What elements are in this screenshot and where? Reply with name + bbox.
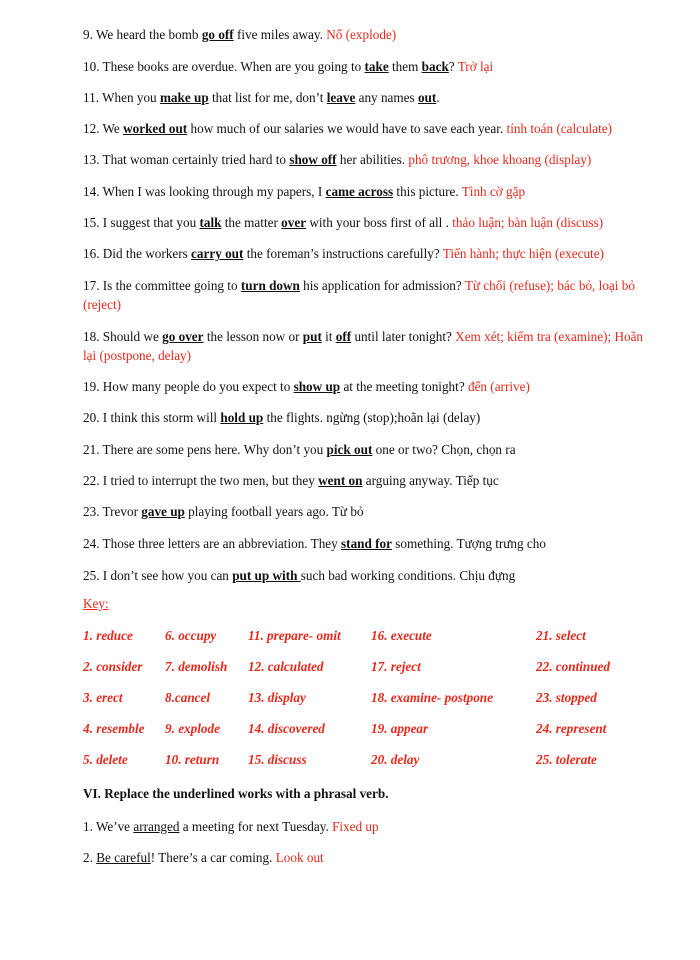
exercise-item: [83, 119, 663, 138]
key-answer: 15. discuss: [248, 752, 307, 767]
phrasal-verb: put up with: [232, 568, 301, 583]
item-number: 23.: [83, 504, 100, 519]
phrasal-verb: carry out: [191, 246, 244, 261]
sentence-text: .: [436, 90, 440, 105]
item-number: 22.: [83, 473, 100, 488]
replace-item-1: 1. We’ve arranged a meeting for next Tuesday. Fixed up: [83, 819, 379, 834]
item-number: 15.: [83, 215, 100, 230]
exercise-item: [83, 182, 663, 201]
key-answer: 4. resemble: [83, 721, 145, 736]
key-answer: 11. prepare- omit: [248, 628, 341, 643]
sentence-text: How many people do you expect to: [102, 379, 294, 394]
exercise-item: [83, 276, 648, 314]
sentence-text: this picture.: [393, 184, 462, 199]
phrasal-verb: over: [281, 215, 307, 230]
sentence-text: Trevor: [102, 504, 142, 519]
exercise-item: [83, 566, 663, 585]
key-answer: 25. tolerate: [536, 752, 597, 767]
exercise-item: [83, 440, 663, 459]
answer-text: Look out: [275, 850, 324, 865]
sentence-text: arguing anyway. Tiếp tục: [362, 473, 499, 488]
key-answer: 23. stopped: [536, 690, 597, 705]
sentence-text: it: [321, 329, 336, 344]
exercise-item: [83, 471, 663, 490]
underlined-word: Be careful: [96, 850, 151, 865]
key-answer: 22. continued: [536, 659, 611, 674]
phrasal-verb: turn down: [240, 278, 300, 293]
key-answer: 3. erect: [83, 690, 123, 705]
sentence-text: the flights. ngừng (stop);hoãn lại (delay): [263, 410, 481, 425]
exercise-item: [83, 377, 663, 396]
item-number: 11.: [83, 90, 99, 105]
sentence-text: her abilities.: [336, 152, 409, 167]
phrasal-verb: go off: [201, 27, 234, 42]
sentence-text: something. Tượng trưng cho: [391, 536, 546, 551]
sentence-text: such bad working conditions. Chịu đựng: [300, 568, 516, 583]
key-answer: 19. appear: [371, 721, 429, 736]
phrasal-verb: go over: [162, 329, 204, 344]
key-answer: 13. display: [248, 690, 306, 705]
replace-item-2: 2. Be careful! There’s a car coming. Look out: [83, 850, 324, 865]
item-number: 16.: [83, 246, 100, 261]
key-answer: 24. represent: [536, 721, 607, 736]
answer-text: Fixed up: [332, 819, 379, 834]
phrasal-verb: back: [421, 59, 449, 74]
sentence-text: ?: [448, 59, 458, 74]
translation-text: Từ chối (refuse); bác bỏ, loại bỏ (reject): [83, 278, 635, 312]
phrasal-verb: hold up: [220, 410, 264, 425]
phrasal-verb: show off: [289, 152, 337, 167]
key-answer: 8.cancel: [165, 690, 211, 705]
phrasal-verb: gave up: [141, 504, 185, 519]
item-number: 9.: [83, 27, 93, 42]
sentence-text: When I was looking through my papers, I: [102, 184, 326, 199]
key-answer: 1. reduce: [83, 628, 133, 643]
sentence-text: how much of our salaries we would have to save each year.: [187, 121, 507, 136]
sentence-text: the matter: [221, 215, 282, 230]
item-number: 12.: [83, 121, 100, 136]
key-answer: 7. demolish: [165, 659, 228, 674]
sentence-text: that list for me, don’t: [208, 90, 327, 105]
translation-text: Nổ (explode): [326, 27, 397, 42]
sentence-text: until later tonight?: [351, 329, 456, 344]
sentence-text: the foreman’s instructions carefully?: [243, 246, 443, 261]
phrasal-verb: stand for: [341, 536, 392, 551]
key-answer: 5. delete: [83, 752, 128, 767]
sentence-text: one or two? Chọn, chọn ra: [372, 442, 516, 457]
key-answer: 9. explode: [165, 721, 220, 736]
item-number: 20.: [83, 410, 100, 425]
sentence-text: any names: [355, 90, 418, 105]
item-number: 17.: [83, 278, 100, 293]
key-answer: 21. select: [536, 628, 586, 643]
sentence-text: There are some pens here. Why don’t you: [102, 442, 327, 457]
phrasal-verb: make up: [159, 90, 209, 105]
key-answer: 10. return: [165, 752, 220, 767]
phrasal-verb: worked out: [123, 121, 188, 136]
sentence-text: Is the committee going to: [102, 278, 241, 293]
sentence-text: them: [388, 59, 422, 74]
translation-text: Xem xét; kiểm tra (examine); Hoãn lại (postpone, delay): [83, 329, 644, 363]
key-answer: 18. examine- postpone: [371, 690, 493, 705]
key-answer: 12. calculated: [248, 659, 324, 674]
translation-text: Trở lại: [457, 59, 494, 74]
exercise-item: [83, 534, 663, 553]
exercise-item: [83, 150, 663, 169]
sentence-text: These books are overdue. When are you going to: [102, 59, 365, 74]
exercise-item: [83, 57, 663, 76]
item-number: 21.: [83, 442, 100, 457]
phrasal-verb: put: [302, 329, 322, 344]
sentence-text: five miles away.: [233, 27, 327, 42]
exercise-item: [83, 244, 663, 263]
translation-text: tính toán (calculate): [506, 121, 612, 136]
exercise-item: [83, 408, 663, 427]
item-number: 10.: [83, 59, 100, 74]
exercise-item: [83, 327, 648, 365]
sentence-text: with your boss first of all .: [306, 215, 453, 230]
item-number: 19.: [83, 379, 100, 394]
sentence-text: We: [102, 121, 124, 136]
item-number: 25.: [83, 568, 100, 583]
sentence-text: I suggest that you: [102, 215, 200, 230]
key-answer: 16. execute: [371, 628, 432, 643]
phrasal-verb: leave: [326, 90, 356, 105]
sentence-text: I think this storm will: [102, 410, 221, 425]
underlined-word: arranged: [133, 819, 180, 834]
item-number: 14.: [83, 184, 100, 199]
translation-text: đến (arrive): [467, 379, 530, 394]
sentence-text: I tried to interrupt the two men, but they: [102, 473, 319, 488]
item-number: 13.: [83, 152, 100, 167]
sentence-text: I don’t see how you can: [102, 568, 233, 583]
item-number: 18.: [83, 329, 100, 344]
translation-text: Tiến hành; thực hiện (execute): [442, 246, 604, 261]
phrasal-verb: came across: [325, 184, 394, 199]
sentence-text: Did the workers: [102, 246, 192, 261]
section-title: VI. Replace the underlined works with a phrasal verb.: [83, 786, 389, 801]
sentence-text: Should we: [102, 329, 163, 344]
key-answer: 6. occupy: [165, 628, 217, 643]
phrasal-verb: show up: [293, 379, 341, 394]
translation-text: thảo luận; bàn luận (discuss): [452, 215, 604, 230]
phrasal-verb: pick out: [326, 442, 373, 457]
sentence-text: at the meeting tonight?: [340, 379, 468, 394]
key-answer: 17. reject: [371, 659, 421, 674]
phrasal-verb: went on: [318, 473, 363, 488]
sentence-text: Those three letters are an abbreviation. They: [102, 536, 342, 551]
phrasal-verb: talk: [199, 215, 222, 230]
sentence-text: his application for admission?: [299, 278, 465, 293]
translation-text: Tình cờ gặp: [461, 184, 526, 199]
key-answer: 20. delay: [371, 752, 420, 767]
exercise-item: [83, 213, 663, 232]
item-number: 24.: [83, 536, 100, 551]
phrasal-verb: take: [364, 59, 389, 74]
phrasal-verb: off: [335, 329, 352, 344]
sentence-text: When you: [102, 90, 160, 105]
key-heading: Key:: [83, 596, 109, 611]
exercise-item: [83, 502, 663, 521]
translation-text: phô trương, khoe khoang (display): [408, 152, 592, 167]
key-answer: 2. consider: [83, 659, 143, 674]
sentence-text: We heard the bomb: [95, 27, 202, 42]
phrasal-verb: out: [417, 90, 437, 105]
exercise-item: [83, 88, 663, 107]
exercise-item: [83, 25, 663, 44]
sentence-text: the lesson now or: [203, 329, 303, 344]
key-answer: 14. discovered: [248, 721, 325, 736]
sentence-text: playing football years ago. Từ bỏ: [184, 504, 364, 519]
sentence-text: That woman certainly tried hard to: [102, 152, 290, 167]
